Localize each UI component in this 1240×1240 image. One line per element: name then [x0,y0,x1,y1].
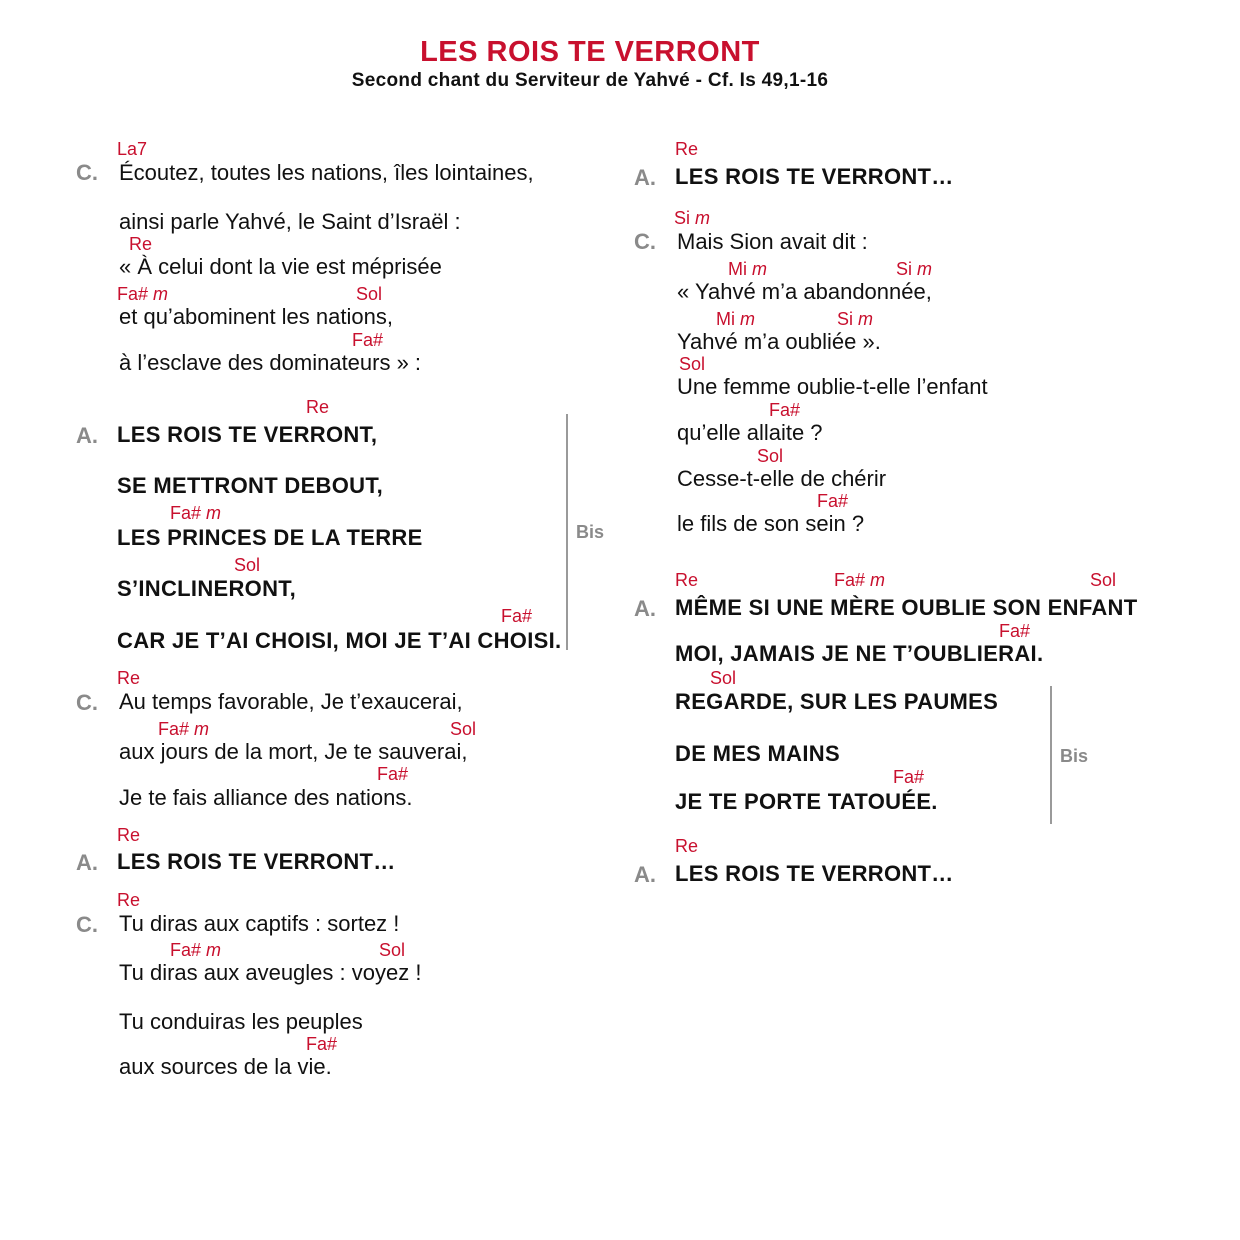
chord: Si m [674,208,711,228]
antienne-marker: A. [76,850,98,875]
chord: Mi m [728,259,767,279]
refrain-line: LES ROIS TE VERRONT… [675,861,954,886]
refrain-line: LES ROIS TE VERRONT, [117,422,378,447]
chord: Mi m [716,309,755,329]
chord: Re [306,397,330,417]
chord: Fa# [501,606,533,626]
chord: Re [675,139,699,159]
lyric-line: Tu diras aux captifs : sortez ! [119,911,400,936]
refrain-line: REGARDE, SUR LES PAUMES [675,689,999,714]
bis-bracket [566,414,568,650]
refrain-line: DE MES MAINS [675,741,840,766]
lyric-line: « À celui dont la vie est méprisée [119,254,442,279]
lyric-line: Une femme oublie-t-elle l’enfant [677,374,988,399]
chord: Sol [450,719,477,739]
chord: Fa# [769,400,801,420]
page-title: LES ROIS TE VERRONT [420,36,760,68]
refrain-line: SE METTRONT DEBOUT, [117,473,384,498]
lyric-line: « Yahvé m’a abandonnée, [677,279,932,304]
refrain-line: LES PRINCES DE LA TERRE [117,525,423,550]
chord: Re [117,825,141,845]
lyric-line: et qu’abominent les nations, [119,304,393,329]
chord: La7 [117,139,148,159]
lyric-line: Cesse-t-elle de chérir [677,466,887,491]
chord: Fa# m [117,284,169,304]
lyric-line: qu’elle allaite ? [677,420,823,445]
lyric-line: à l’esclave des dominateurs » : [119,350,422,375]
couplet-marker: C. [76,160,98,185]
chord: Fa# m [158,719,210,739]
chord: Si m [896,259,933,279]
chord: Sol [379,940,406,960]
lyric-line: ainsi parle Yahvé, le Saint d’Israël : [119,209,461,234]
chord: Fa# [352,330,384,350]
couplet-marker: C. [76,912,98,937]
lyric-line: le fils de son sein ? [677,511,865,536]
chord: Sol [234,555,261,575]
chord: Re [675,836,699,856]
chord: Fa# [306,1034,338,1054]
lyric-line: Yahvé m’a oubliée ». [677,329,881,354]
chord: Re [675,570,699,590]
lyric-line: Au temps favorable, Je t’exaucerai, [119,689,463,714]
refrain-line: LES ROIS TE VERRONT… [675,164,954,189]
chord: Sol [356,284,383,304]
chord: Sol [679,354,706,374]
antienne-marker: A. [634,165,656,190]
page-subtitle: Second chant du Serviteur de Yahvé - Cf. Is 49,1-16 [351,70,829,91]
lyric-line: Mais Sion avait dit : [677,229,868,254]
lyric-line: Je te fais alliance des nations. [119,785,413,810]
chord: Sol [710,668,737,688]
refrain-line: LES ROIS TE VERRONT… [117,849,396,874]
bis-bracket [1050,686,1052,824]
lyric-line: Tu diras aux aveugles : voyez ! [119,960,422,985]
lyric-line: aux sources de la vie. [119,1054,332,1079]
chord: Fa# m [170,940,222,960]
couplet-marker: C. [76,690,98,715]
chord: Re [117,668,141,688]
chord: Si m [837,309,874,329]
antienne-marker: A. [634,596,656,621]
lyric-line: Écoutez, toutes les nations, îles lointaines, [119,160,534,185]
chord: Sol [1090,570,1117,590]
chord: Fa# m [834,570,886,590]
refrain-line: CAR JE T’AI CHOISI, MOI JE T’AI CHOISI. [117,628,562,653]
lyric-line: Tu conduiras les peuples [119,1009,363,1034]
chord: Sol [757,446,784,466]
lyric-line: aux jours de la mort, Je te sauverai, [119,739,468,764]
antienne-marker: A. [76,423,98,448]
refrain-line: JE TE PORTE TATOUÉE. [675,789,938,814]
couplet-marker: C. [634,229,656,254]
refrain-line: S’INCLINERONT, [117,576,296,601]
chord: Re [129,234,153,254]
bis-label: Bis [576,522,605,542]
chord: Fa# m [170,503,222,523]
chord: Re [117,890,141,910]
chord: Fa# [893,767,925,787]
antienne-marker: A. [634,862,656,887]
chord: Fa# [999,621,1031,641]
refrain-line: MÊME SI UNE MÈRE OUBLIE SON ENFANT [675,595,1138,620]
chord: Fa# [377,764,409,784]
bis-label: Bis [1060,746,1089,766]
refrain-line: MOI, JAMAIS JE NE T’OUBLIERAI. [675,641,1044,666]
chord: Fa# [817,491,849,511]
